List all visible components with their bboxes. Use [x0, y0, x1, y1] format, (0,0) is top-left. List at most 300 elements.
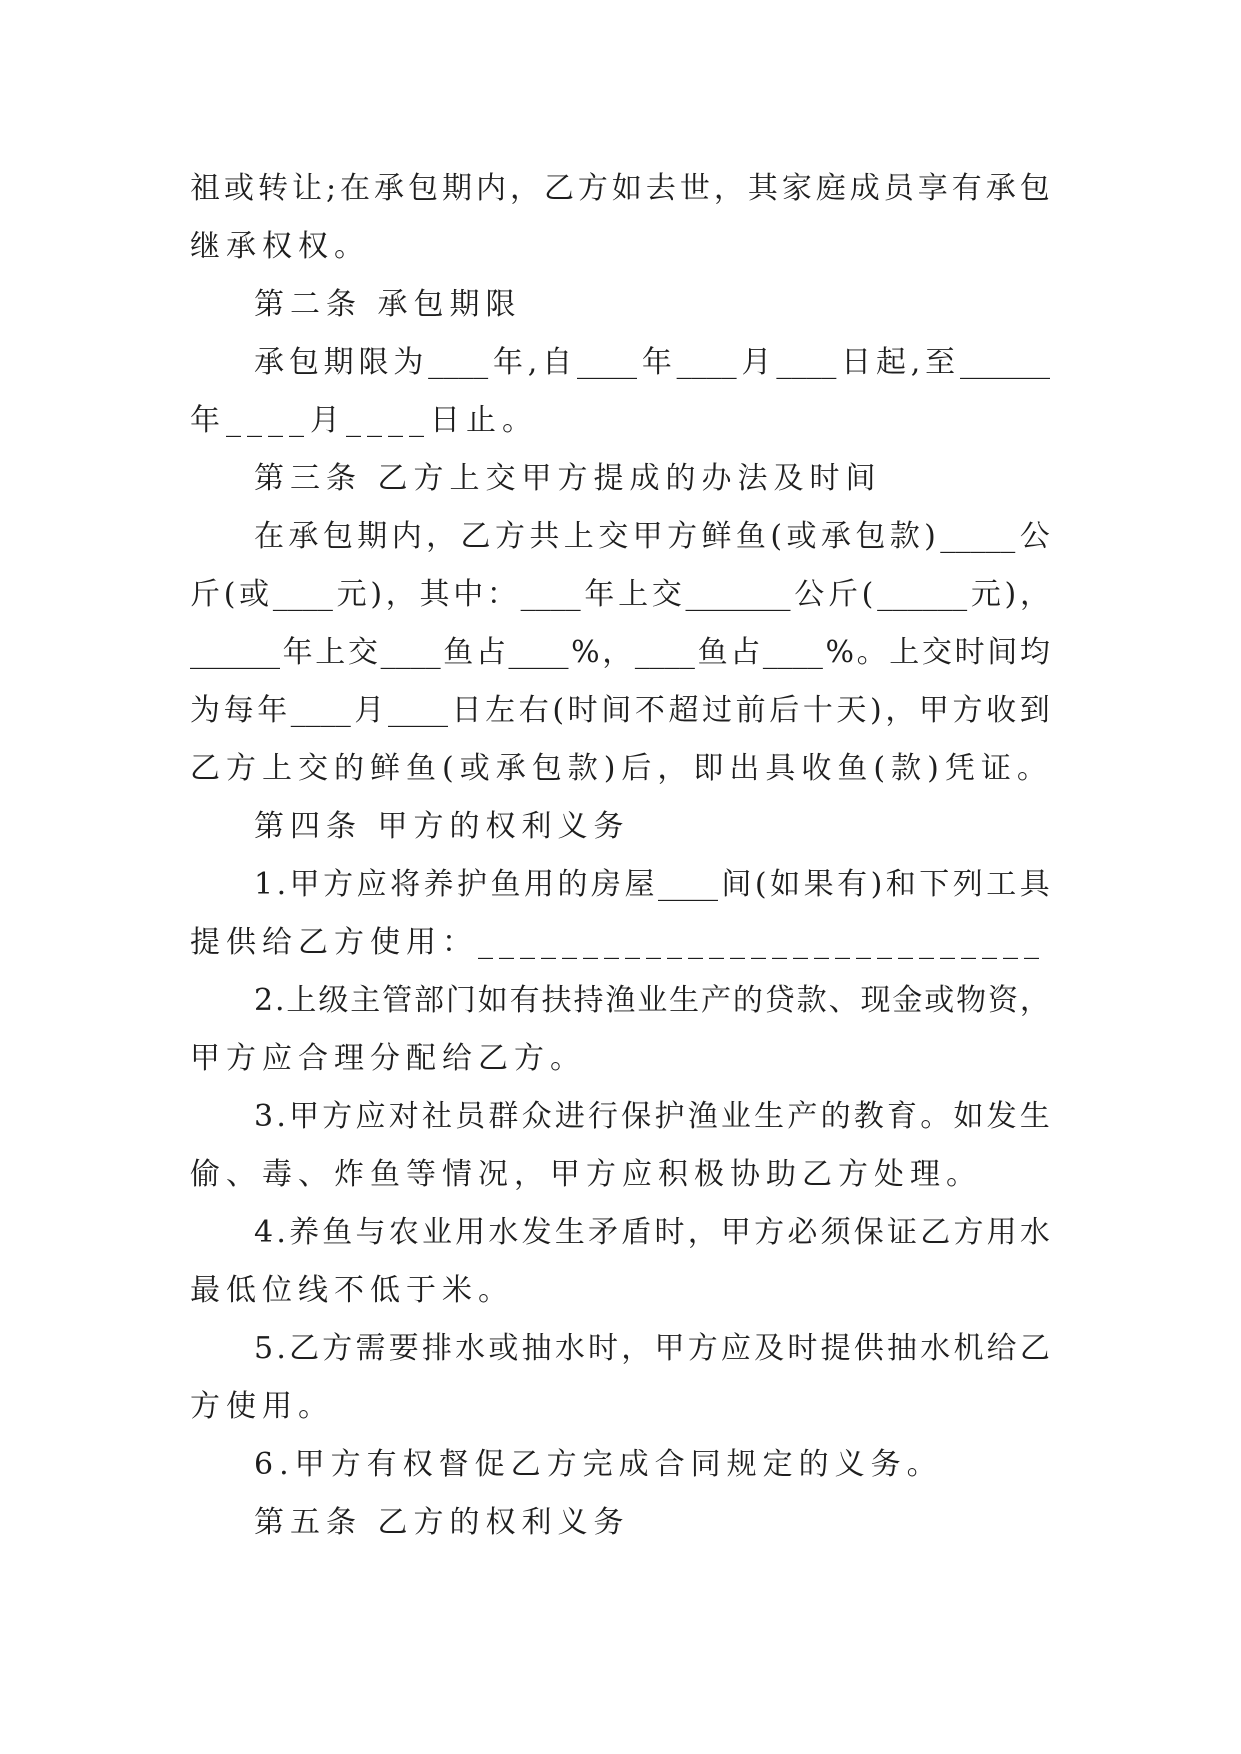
glyph: 将 [390, 867, 421, 902]
glyph: ; [325, 171, 337, 206]
glyph: 应 [355, 1099, 386, 1134]
glyph: 的 [557, 867, 588, 902]
glyph: 在 [340, 171, 371, 206]
glyph: 给 [986, 1331, 1017, 1366]
text-line [190, 798, 1050, 856]
glyph: _______ [685, 577, 791, 612]
glyph: 共 [529, 519, 560, 554]
glyph: 如 [611, 171, 642, 206]
glyph: 年 [584, 577, 615, 612]
glyph: 用 [986, 1215, 1017, 1250]
glyph: 矛 [588, 1215, 619, 1250]
glyph: ) [870, 693, 882, 728]
glyph: 时 [654, 1215, 685, 1250]
glyph: 限 [358, 345, 389, 380]
text-line [190, 624, 1050, 682]
glyph: 盾 [621, 1215, 652, 1250]
glyph: 日 [451, 693, 482, 728]
glyph: ______ [877, 577, 968, 612]
glyph: 承 [374, 171, 405, 206]
glyph: 水 [554, 1331, 585, 1366]
glyph: 年 [492, 345, 523, 380]
glyph: 起 [875, 345, 906, 380]
glyph: 或 [223, 171, 254, 206]
glyph: ( [223, 577, 236, 612]
glyph: ( [770, 519, 783, 554]
line-text: 方使用。 [190, 1389, 334, 1424]
glyph: 期 [323, 345, 354, 380]
glyph: 让 [291, 171, 322, 206]
glyph: 鱼 [735, 519, 766, 554]
glyph: 鱼 [697, 635, 728, 670]
glyph: 公 [794, 577, 825, 612]
glyph: 育 [887, 1099, 918, 1134]
glyph: 上 [618, 577, 649, 612]
glyph: 需 [355, 1331, 386, 1366]
text-line [190, 276, 1050, 334]
glyph: 业 [637, 983, 668, 1018]
glyph: 年 [257, 693, 288, 728]
glyph: 鱼 [443, 635, 474, 670]
glyph: ____ [634, 635, 695, 670]
glyph: 提 [820, 1331, 851, 1366]
glyph: ) [924, 519, 936, 554]
glyph: 生 [669, 983, 700, 1018]
glyph: 甲 [289, 1099, 320, 1134]
glyph: 上 [889, 635, 920, 670]
glyph: 。 [856, 635, 887, 670]
glyph: 如 [770, 867, 801, 902]
glyph: 斤 [190, 577, 220, 612]
glyph: 水 [455, 1331, 486, 1366]
glyph: 工 [986, 867, 1017, 902]
glyph: 方 [754, 1215, 785, 1250]
glyph: 包 [855, 519, 886, 554]
glyph: 有 [837, 867, 868, 902]
glyph: ) [1004, 577, 1017, 612]
glyph: 右 [518, 693, 549, 728]
glyph: 资 [988, 983, 1019, 1018]
glyph: 上 [286, 983, 317, 1018]
glyph: 用 [455, 1215, 486, 1250]
text-line [190, 566, 1050, 624]
glyph: 至 [925, 345, 956, 380]
glyph: 与 [355, 1215, 386, 1250]
line-text: 6.甲方有权督促乙方完成合同规定的义务。 [254, 1447, 943, 1482]
glyph: ( [754, 867, 767, 902]
glyph: ( [861, 577, 874, 612]
glyph: 物 [956, 983, 987, 1018]
glyph: 月 [354, 693, 385, 728]
glyph: ____ [762, 635, 823, 670]
glyph: ____ [290, 693, 351, 728]
glyph: 或 [239, 577, 270, 612]
glyph: 天 [836, 693, 867, 728]
glyph: 或 [488, 1331, 519, 1366]
glyph: 承 [288, 519, 319, 554]
glyph: 方 [494, 519, 525, 554]
glyph: ____ [428, 345, 489, 380]
glyph: . [274, 983, 285, 1018]
glyph: 4 [254, 1215, 274, 1250]
glyph: 房 [590, 867, 621, 902]
glyph: ， [602, 635, 633, 670]
glyph: 群 [488, 1099, 519, 1134]
glyph: 员 [883, 171, 914, 206]
glyph: 众 [521, 1099, 552, 1134]
text-line [190, 392, 1050, 450]
glyph: 交 [347, 635, 378, 670]
glyph: 交 [651, 577, 682, 612]
glyph: 过 [702, 693, 733, 728]
glyph: 其 [747, 171, 778, 206]
glyph: 内 [475, 171, 506, 206]
glyph: 去 [645, 171, 676, 206]
glyph: 自 [542, 345, 573, 380]
glyph: 机 [953, 1331, 984, 1366]
glyph: 对 [388, 1099, 419, 1134]
glyph: 应 [356, 867, 387, 902]
glyph: 上 [563, 519, 594, 554]
glyph: ， [1019, 577, 1050, 612]
glyph: 有 [951, 171, 982, 206]
line-text: 第二条 承包期限 [254, 287, 522, 322]
glyph: ____ [272, 577, 333, 612]
glyph: 护 [654, 1099, 685, 1134]
line-text: 乙方上交的鲜鱼(或承包款)后，即出具收鱼(款)凭证。 [190, 751, 1053, 786]
glyph: 时 [954, 635, 985, 670]
text-line [190, 334, 1050, 392]
glyph: 乙 [1019, 1331, 1050, 1366]
glyph: 乙 [460, 519, 491, 554]
glyph: 生 [754, 1099, 785, 1134]
glyph: 2 [254, 983, 274, 1018]
glyph: 鱼 [490, 867, 521, 902]
glyph: 社 [421, 1099, 452, 1134]
line-text: 第四条 甲方的权利义务 [254, 809, 630, 844]
line-text: 第三条 乙方上交甲方提成的办法及时间 [254, 461, 882, 496]
glyph: 方 [577, 171, 608, 206]
glyph: 年 [641, 345, 672, 380]
glyph: 有 [509, 983, 540, 1018]
glyph: 间 [987, 635, 1018, 670]
glyph: 排 [421, 1331, 452, 1366]
text-line [190, 1320, 1050, 1378]
glyph: _____ [940, 519, 1016, 554]
glyph: 鱼 [322, 1215, 353, 1250]
glyph: 持 [573, 983, 604, 1018]
glyph: 不 [634, 693, 665, 728]
glyph: 前 [735, 693, 766, 728]
glyph: 元 [336, 577, 367, 612]
glyph: 乙 [289, 1331, 320, 1366]
glyph: 包 [1019, 171, 1050, 206]
glyph: . [276, 867, 287, 902]
glyph: 用 [524, 867, 554, 902]
text-line [190, 160, 1050, 218]
glyph: 方 [667, 519, 698, 554]
text-line [190, 1436, 1050, 1494]
glyph: ： [486, 577, 517, 612]
glyph: 内 [391, 519, 422, 554]
glyph: 方 [952, 693, 983, 728]
glyph: ____ [657, 867, 718, 902]
glyph: 要 [388, 1331, 419, 1366]
glyph: 方 [687, 1331, 718, 1366]
glyph: 享 [917, 171, 948, 206]
glyph: 成 [849, 171, 880, 206]
text-line [190, 972, 1050, 1030]
glyph: 转 [257, 171, 288, 206]
glyph: 时 [787, 1331, 818, 1366]
glyph: 方 [323, 867, 354, 902]
glyph: 抽 [521, 1331, 552, 1366]
glyph: 具 [1019, 867, 1050, 902]
glyph: 和 [885, 867, 916, 902]
glyph: 水 [1019, 1215, 1050, 1250]
glyph: 列 [952, 867, 983, 902]
text-line [190, 1378, 1050, 1436]
glyph: 乙 [920, 1215, 951, 1250]
glyph: 包 [322, 519, 353, 554]
glyph: 方 [322, 1099, 353, 1134]
glyph: 业 [421, 1215, 452, 1250]
glyph: 保 [853, 1215, 884, 1250]
glyph: 产 [701, 983, 731, 1018]
glyph: , [910, 345, 921, 380]
glyph: 日 [841, 345, 872, 380]
glyph: 间 [721, 867, 752, 902]
glyph: 乙 [543, 171, 574, 206]
glyph: ， [1019, 983, 1050, 1018]
glyph: ， [509, 171, 540, 206]
glyph: 方 [953, 1215, 984, 1250]
glyph: 款 [889, 519, 920, 554]
glyph: ) [370, 577, 383, 612]
glyph: 果 [803, 867, 834, 902]
glyph: 鲜 [701, 519, 732, 554]
glyph: 产 [787, 1099, 818, 1134]
glyph: ______ [190, 635, 280, 670]
text-line [190, 1262, 1050, 1320]
glyph: ____ [380, 635, 441, 670]
glyph: 行 [588, 1099, 619, 1134]
glyph: . [276, 1331, 286, 1366]
text-line [190, 682, 1050, 740]
glyph: 甲 [918, 693, 949, 728]
text-line [190, 218, 1050, 276]
glyph: 养 [289, 1215, 320, 1250]
glyph: 公 [1019, 519, 1050, 554]
glyph: 期 [441, 171, 472, 206]
glyph: 屋 [624, 867, 655, 902]
glyph: ， [885, 693, 916, 728]
glyph: 必 [787, 1215, 818, 1250]
line-text: 最低位线不低于米。 [190, 1273, 514, 1308]
glyph: 包 [288, 345, 319, 380]
glyph: 包 [408, 171, 438, 206]
glyph: ____ [676, 345, 737, 380]
glyph: 时 [567, 693, 598, 728]
glyph: 教 [853, 1099, 884, 1134]
glyph: ) [870, 867, 883, 902]
glyph: 后 [769, 693, 800, 728]
glyph: 年 [282, 635, 313, 670]
glyph: ______ [960, 345, 1050, 380]
glyph: 中 [453, 577, 484, 612]
glyph: ， [713, 171, 744, 206]
text-line [190, 856, 1050, 914]
glyph: ， [385, 577, 416, 612]
glyph: 十 [802, 693, 833, 728]
glyph: 在 [254, 519, 284, 554]
glyph: 月 [741, 345, 772, 380]
glyph: 发 [521, 1215, 552, 1250]
glyph: 承 [985, 171, 1016, 206]
line-text: 年____月____日止。 [190, 403, 538, 438]
glyph: 生 [554, 1215, 585, 1250]
glyph: 主 [350, 983, 381, 1018]
glyph: ____ [387, 693, 448, 728]
text-line [190, 1088, 1050, 1146]
glyph: 证 [887, 1215, 918, 1250]
text-line [190, 508, 1050, 566]
document-body [190, 160, 1053, 1552]
line-text: 甲方应合理分配给乙方。 [190, 1041, 586, 1076]
glyph: 左 [485, 693, 516, 728]
glyph: 如 [953, 1099, 984, 1134]
glyph: % [825, 635, 854, 670]
glyph: 甲 [654, 1331, 685, 1366]
glyph: 农 [388, 1215, 419, 1250]
glyph: ____ [520, 577, 581, 612]
glyph: ， [687, 1215, 718, 1250]
glyph: 收 [986, 693, 1017, 728]
glyph: 贷 [764, 983, 795, 1018]
line-text: 继承权权。 [190, 229, 370, 264]
glyph: 家 [781, 171, 812, 206]
glyph: 管 [382, 983, 413, 1018]
glyph: 或 [924, 983, 955, 1018]
line-text: 偷、毒、炸鱼等情况，甲方应积极协助乙方处理。 [190, 1157, 982, 1192]
glyph: 超 [668, 693, 699, 728]
text-line [190, 1494, 1050, 1552]
glyph: 间 [601, 693, 632, 728]
glyph: 业 [720, 1099, 751, 1134]
glyph: 如 [477, 983, 508, 1018]
glyph: 进 [554, 1099, 585, 1134]
glyph: 。 [920, 1099, 951, 1134]
glyph: 下 [919, 867, 950, 902]
text-line [190, 450, 1050, 508]
glyph: 门 [445, 983, 476, 1018]
glyph: 养 [423, 867, 454, 902]
glyph: ， [426, 519, 457, 554]
glyph: 保 [621, 1099, 652, 1134]
glyph: 及 [754, 1331, 785, 1366]
glyph: 护 [457, 867, 488, 902]
glyph: 元 [970, 577, 1001, 612]
glyph: 方 [322, 1331, 353, 1366]
glyph: 承 [254, 345, 284, 380]
glyph: 渔 [687, 1099, 718, 1134]
glyph: 供 [853, 1331, 884, 1366]
glyph: 为 [393, 345, 424, 380]
text-line [190, 1146, 1050, 1204]
glyph: 每 [223, 693, 254, 728]
glyph: 发 [986, 1099, 1017, 1134]
glyph: 交 [598, 519, 629, 554]
glyph: 承 [820, 519, 851, 554]
glyph: ____ [508, 635, 569, 670]
glyph: . [276, 1099, 286, 1134]
glyph: 抽 [887, 1331, 918, 1366]
glyph: % [571, 635, 600, 670]
glyph: 生 [1019, 1099, 1050, 1134]
glyph: 上 [315, 635, 346, 670]
glyph: 款 [796, 983, 827, 1018]
glyph: 占 [475, 635, 506, 670]
glyph: 交 [921, 635, 952, 670]
glyph: . [276, 1215, 286, 1250]
glyph: 甲 [289, 867, 320, 902]
glyph: 3 [254, 1099, 274, 1134]
text-line [190, 1204, 1050, 1262]
glyph: 水 [920, 1331, 951, 1366]
glyph: 1 [254, 867, 274, 902]
text-line [190, 740, 1053, 798]
glyph: 为 [190, 693, 220, 728]
glyph: 其 [419, 577, 450, 612]
glyph: 或 [786, 519, 817, 554]
text-line [190, 914, 1050, 972]
glyph: 时 [588, 1331, 619, 1366]
glyph: 庭 [815, 171, 846, 206]
glyph: 员 [455, 1099, 486, 1134]
glyph: 到 [1019, 693, 1050, 728]
glyph: 的 [820, 1099, 851, 1134]
glyph: 部 [413, 983, 444, 1018]
glyph: ( [552, 693, 565, 728]
line-text: 提供给乙方使用：___________________________ [190, 925, 1045, 960]
glyph: 均 [1019, 635, 1050, 670]
glyph: 甲 [720, 1215, 751, 1250]
glyph: , [527, 345, 538, 380]
glyph: 渔 [605, 983, 636, 1018]
glyph: 、 [828, 983, 859, 1018]
glyph: 占 [730, 635, 761, 670]
glyph: 祖 [190, 171, 220, 206]
glyph: 斤 [827, 577, 858, 612]
glyph: 的 [732, 983, 763, 1018]
glyph: 水 [488, 1215, 519, 1250]
glyph: 金 [892, 983, 923, 1018]
glyph: 须 [820, 1215, 851, 1250]
glyph: 应 [720, 1331, 751, 1366]
glyph: 扶 [541, 983, 572, 1018]
text-line [190, 1030, 1050, 1088]
glyph: 甲 [632, 519, 663, 554]
glyph: ____ [776, 345, 837, 380]
glyph: 世 [679, 171, 710, 206]
glyph: 5 [254, 1331, 274, 1366]
glyph: 期 [357, 519, 388, 554]
glyph: ____ [577, 345, 637, 380]
glyph: ， [621, 1331, 652, 1366]
line-text: 第五条 乙方的权利义务 [254, 1505, 630, 1540]
glyph: 现 [860, 983, 891, 1018]
glyph: 级 [318, 983, 349, 1018]
